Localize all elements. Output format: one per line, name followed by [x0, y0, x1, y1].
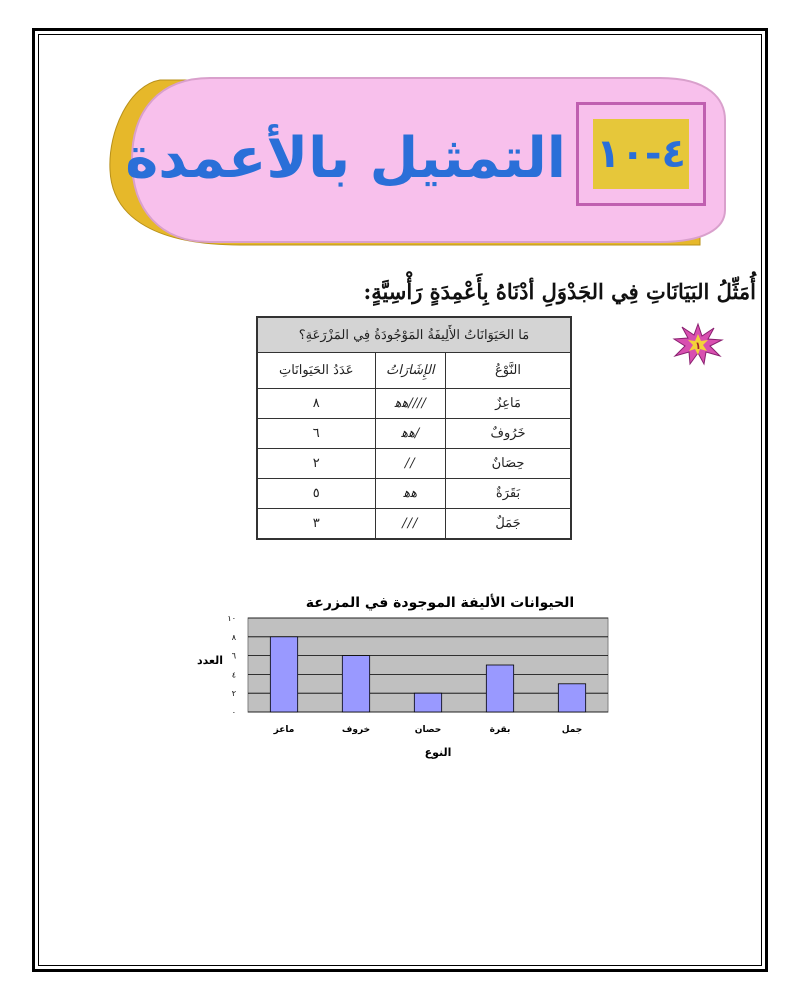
- cell-type: حِصَانٌ: [446, 449, 571, 479]
- cell-tally: /ﻫﻫ: [375, 419, 446, 449]
- y-tick-label: ٢: [231, 689, 236, 699]
- cell-type: جَمَلٌ: [446, 509, 571, 540]
- cell-count: ٦: [257, 419, 375, 449]
- bar: [414, 693, 441, 712]
- cell-tally: ////ﻫﻫ: [375, 389, 446, 419]
- y-tick-label: ٦: [231, 651, 236, 661]
- y-tick-label: ٠: [231, 708, 236, 717]
- instruction-text: أُمَثِّلُ البَيَانَاتِ فِي الجَدْوَلِ أدْنَاهُ بِأَعْمِدَةٍ رَأْسِيَّةٍ:: [363, 279, 756, 304]
- lesson-title: التمثيل بالأعمدة: [125, 126, 566, 191]
- header-tally: الإِشَارَاتُ: [375, 353, 446, 389]
- bar-chart: [190, 588, 630, 768]
- cell-count: ٥: [257, 479, 375, 509]
- x-tick-label: بقرة: [489, 725, 511, 735]
- chart-plot-area: [227, 614, 608, 735]
- table-row: [257, 449, 571, 479]
- bar: [486, 665, 513, 712]
- chart-title: الحيوانات الأليفة الموجودة في المزرعة: [305, 595, 575, 611]
- chart-xlabel: النوع: [424, 746, 452, 759]
- cell-tally: //: [375, 449, 446, 479]
- star-badge-icon: [672, 322, 724, 366]
- bar: [558, 684, 585, 712]
- lesson-number-inner: [593, 119, 689, 189]
- chart-ylabel: العدد: [196, 654, 224, 667]
- cell-tally: ﻫﻫ: [375, 479, 446, 509]
- x-tick-label: جمل: [561, 725, 583, 735]
- y-tick-label: ٨: [231, 632, 236, 642]
- y-tick-label: ١٠: [227, 614, 236, 623]
- cell-type: مَاعِزٌ: [446, 389, 571, 419]
- table-row: [257, 479, 571, 509]
- cell-type: خَرُوفٌ: [446, 419, 571, 449]
- y-tick-label: ٤: [231, 670, 236, 680]
- header-type: النَّوْعُ: [446, 353, 571, 389]
- cell-type: بَقَرَةٌ: [446, 479, 571, 509]
- table-row: [257, 389, 571, 419]
- lesson-number-box: [576, 102, 706, 206]
- bar: [342, 656, 369, 712]
- cell-count: ٢: [257, 449, 375, 479]
- header-count: عَدَدُ الحَيَوانَاتِ: [257, 353, 375, 389]
- bar: [270, 637, 297, 712]
- x-tick-label: حصان: [414, 725, 442, 735]
- lesson-number: ٤-١٠: [596, 131, 686, 177]
- x-tick-label: ماعز: [273, 725, 295, 735]
- x-tick-label: خروف: [341, 725, 371, 735]
- cell-count: ٨: [257, 389, 375, 419]
- table-header-row: [257, 353, 571, 389]
- table-row: [257, 509, 571, 540]
- table-row: [257, 419, 571, 449]
- star-badge-number: ١: [694, 341, 702, 352]
- animals-table: [256, 316, 572, 540]
- cell-count: ٣: [257, 509, 375, 540]
- cell-tally: ///: [375, 509, 446, 540]
- table-caption: مَا الحَيَوَانَاتُ الأَلِيفَةُ المَوْجُودَةُ فِي المَزْرَعَةِ؟: [257, 317, 571, 353]
